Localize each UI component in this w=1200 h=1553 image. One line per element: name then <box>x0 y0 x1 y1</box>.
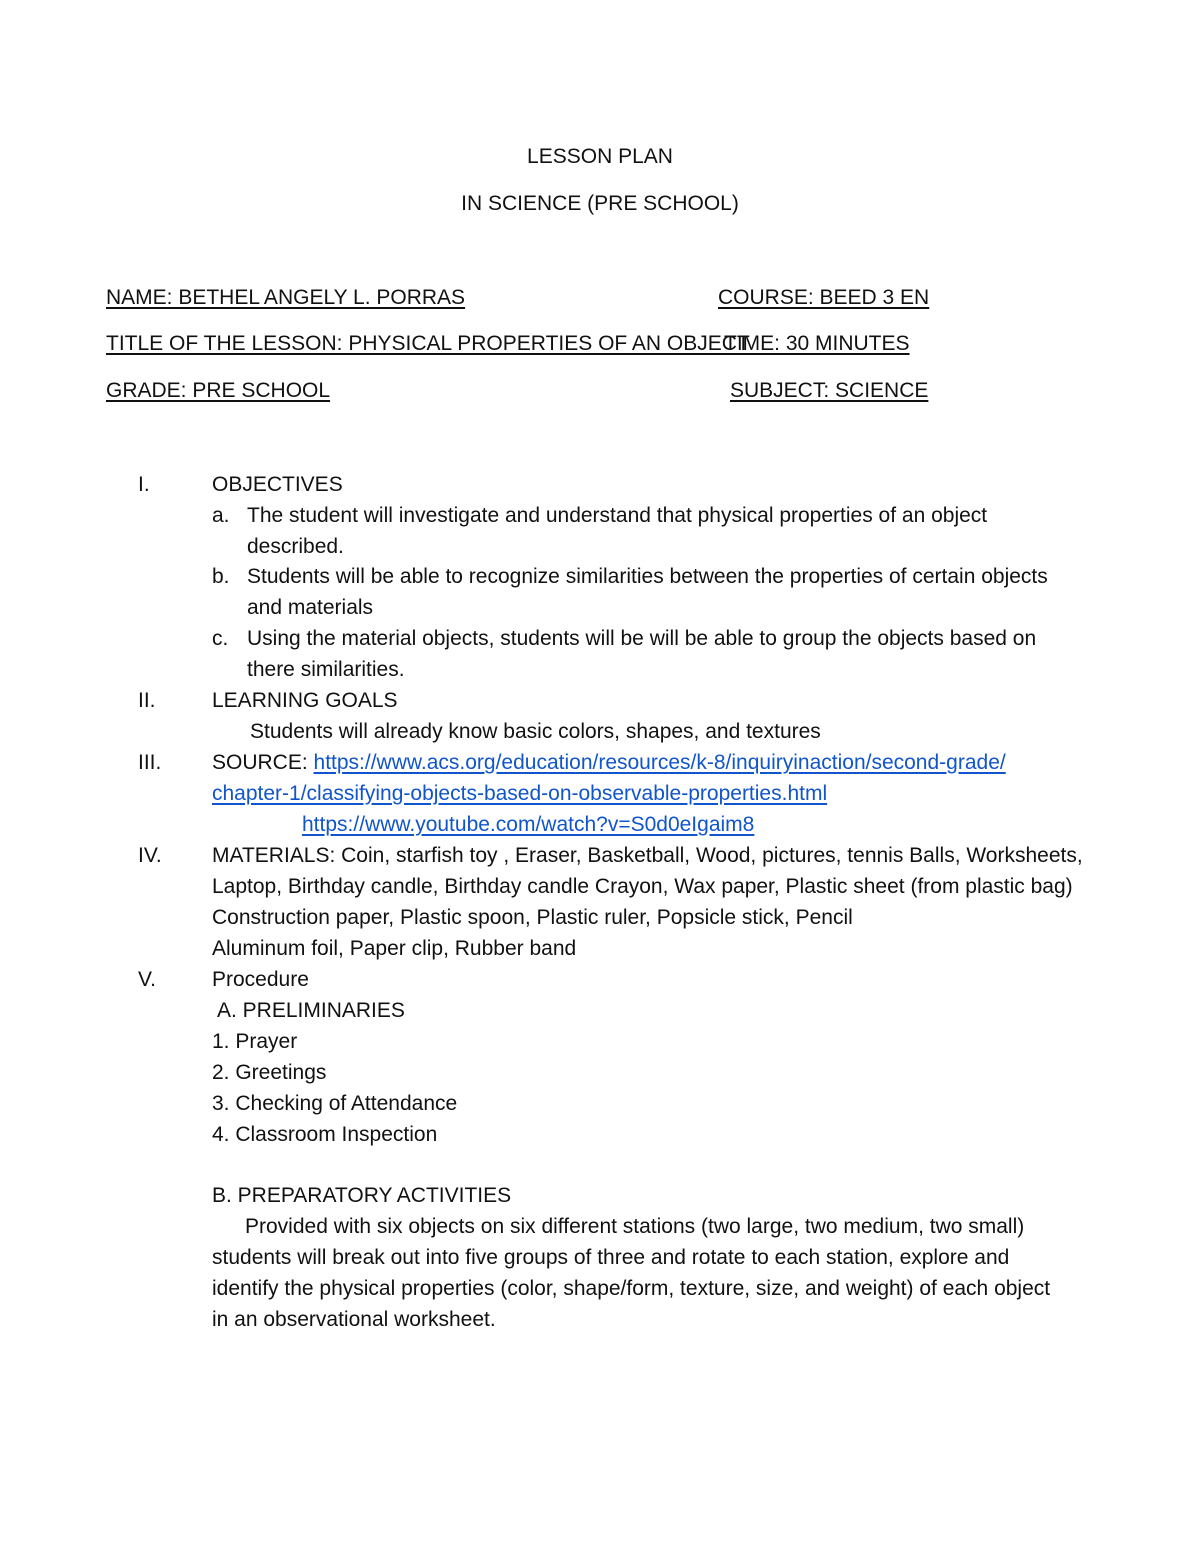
preparatory-heading: B. PREPARATORY ACTIVITIES <box>212 1184 512 1207</box>
source-line <box>212 747 1006 778</box>
info-name: NAME: BETHEL ANGELY L. PORRAS <box>106 286 466 309</box>
materials-line-1: MATERIALS: Coin, starfish toy , Eraser, Basketball, Wood, pictures, tennis Balls, Worksheets, <box>212 844 1083 867</box>
preliminaries-item-2: 2. Greetings <box>212 1061 327 1084</box>
objectives-heading: OBJECTIVES <box>212 473 343 496</box>
objective-letter-b: b. <box>212 565 230 588</box>
learning-goals-text: Students will already know basic colors, shapes, and textures <box>250 720 821 743</box>
section-numeral-1: I. <box>138 473 150 496</box>
section-numeral-5: V. <box>138 968 156 991</box>
objective-b-line2: and materials <box>247 596 374 619</box>
objective-b-line1: Students will be able to recognize similarities between the properties of certain objects <box>247 565 1048 588</box>
materials-line-2: Laptop, Birthday candle, Birthday candle Crayon, Wax paper, Plastic sheet (from plastic bag) <box>212 875 1073 898</box>
procedure-heading: Procedure <box>212 968 309 991</box>
source-link-acs[interactable]: https://www.acs.org/education/resources/k-8/inquiryinaction/second-grade/ <box>313 751 1006 774</box>
preliminaries-item-1: 1. Prayer <box>212 1030 298 1053</box>
section-numeral-2: II. <box>138 689 156 712</box>
objective-a-line2: described. <box>247 535 344 558</box>
info-time: TIME: 30 MINUTES <box>724 332 910 355</box>
materials-line-4: Aluminum foil, Paper clip, Rubber band <box>212 937 577 960</box>
info-subject: SUBJECT: SCIENCE <box>730 379 929 402</box>
source-label: SOURCE: <box>212 751 314 774</box>
preliminaries-item-4: 4. Classroom Inspection <box>212 1123 438 1146</box>
section-numeral-3: III. <box>138 751 162 774</box>
info-course: COURSE: BEED 3 EN <box>718 286 930 309</box>
source-link-acs-continued[interactable]: chapter-1/classifying-objects-based-on-observable-properties.html <box>212 782 828 805</box>
objective-letter-a: a. <box>212 504 230 527</box>
objective-letter-c: c. <box>212 627 229 650</box>
document-subtitle: IN SCIENCE (PRE SCHOOL) <box>461 192 739 215</box>
section-numeral-4: IV. <box>138 844 162 867</box>
preliminaries-item-3: 3. Checking of Attendance <box>212 1092 458 1115</box>
source-link-youtube[interactable]: https://www.youtube.com/watch?v=S0d0eIgaim8 <box>302 813 755 836</box>
materials-line-3: Construction paper, Plastic spoon, Plastic ruler, Popsicle stick, Pencil <box>212 906 853 929</box>
preparatory-line-3: identify the physical properties (color, shape/form, texture, size, and weight) of each object <box>212 1277 1051 1300</box>
info-grade: GRADE: PRE SCHOOL <box>106 379 331 402</box>
objective-c-line2: there similarities. <box>247 658 405 681</box>
preparatory-line-1: Provided with six objects on six different stations (two large, two medium, two small) <box>245 1215 1025 1238</box>
learning-goals-heading: LEARNING GOALS <box>212 689 398 712</box>
objective-c-line1: Using the material objects, students will be will be able to group the objects based on <box>247 627 1037 650</box>
preliminaries-heading: A. PRELIMINARIES <box>217 999 405 1022</box>
document-title: LESSON PLAN <box>527 145 673 168</box>
preparatory-line-2: students will break out into five groups of three and rotate to each station, explore and <box>212 1246 1010 1269</box>
info-lesson-title: TITLE OF THE LESSON: PHYSICAL PROPERTIES OF AN OBJECT <box>106 332 750 355</box>
preparatory-line-4: in an observational worksheet. <box>212 1308 496 1331</box>
objective-a-line1: The student will investigate and understand that physical properties of an object <box>247 504 988 527</box>
